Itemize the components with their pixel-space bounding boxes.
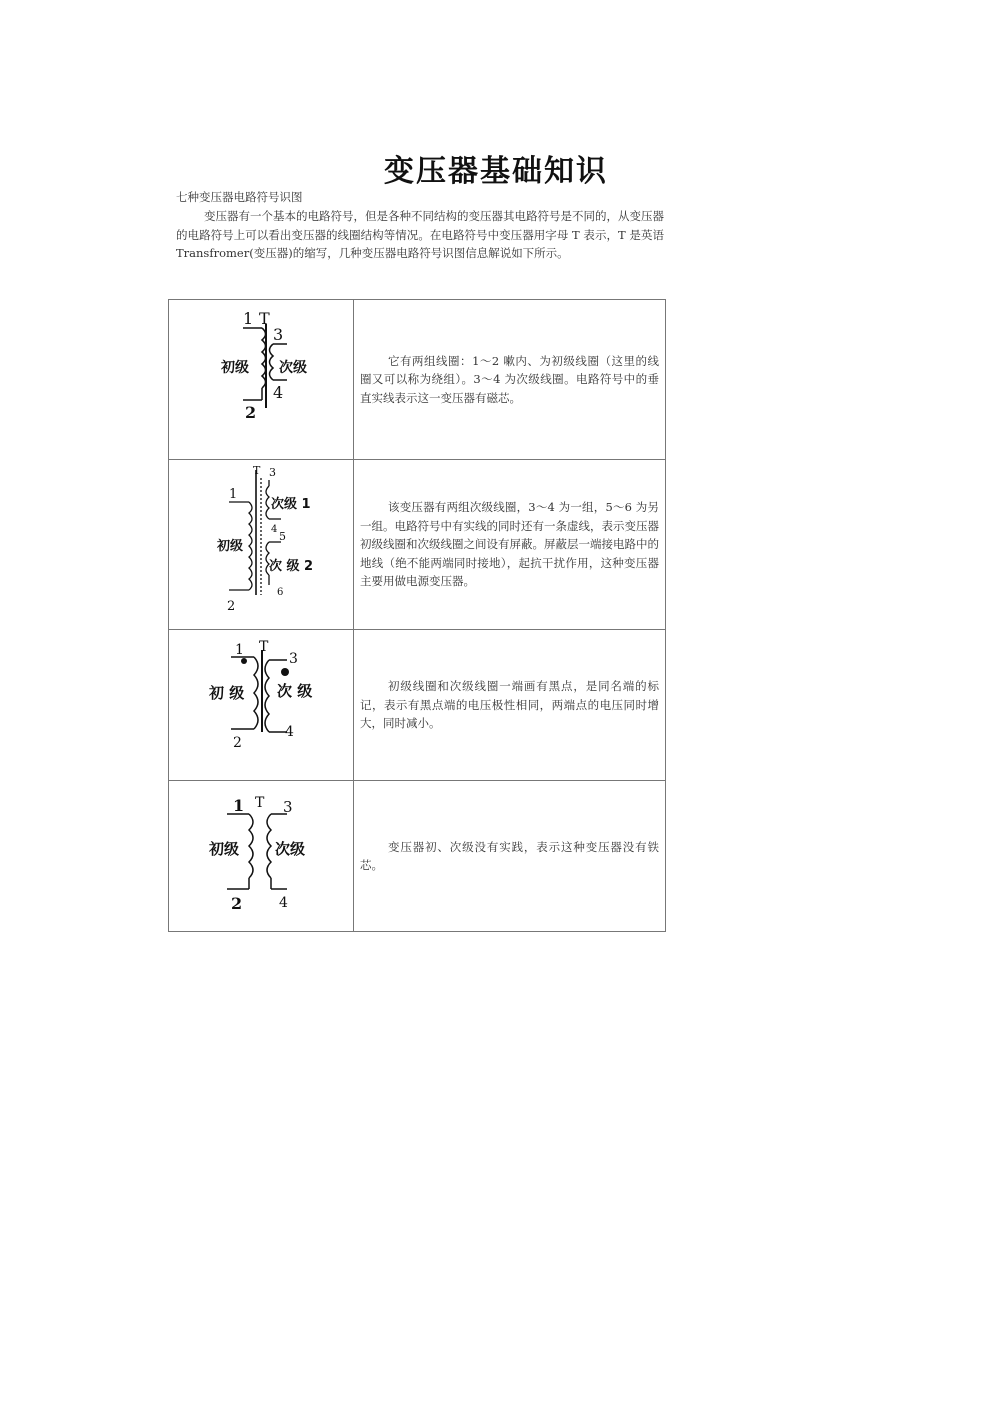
secondary-label: 次 级 xyxy=(277,682,313,700)
symbol-description: 它有两组线圈：1～2 嗽内、为初级线圈（这里的线圈又可以称为绕组）。3～4 为次级线圈。电路符号中的垂直实线表示这一变压器有磁芯。 xyxy=(360,353,659,405)
section-subtitle: 七种变压器电路符号识图 xyxy=(176,190,303,204)
symbol-figure-cell xyxy=(169,300,354,460)
table-row xyxy=(169,781,666,932)
pin-5-label: 5 xyxy=(279,530,286,543)
symbol-figure-cell xyxy=(169,630,354,781)
symbol-description: 该变压器有两组次级线圈，3～4 为一组，5～6 为另一组。电路符号中有实线的同时还有一条虚线，表示变压器初级线圈和次级线圈之间设有屏蔽。屏蔽层一端接电路中的地线（绝不能两端同时接地），起抗干扰作用，这种变压器主要用做电源变压器。 xyxy=(360,500,659,589)
pin-4-label: 4 xyxy=(279,895,288,911)
symbol-figure-cell xyxy=(169,781,354,932)
transformer-symbol-4 xyxy=(169,781,353,927)
pin-3-label: 3 xyxy=(289,651,298,667)
pin-4-label: 4 xyxy=(273,383,284,402)
pin-4-label: 4 xyxy=(285,724,294,740)
table-row xyxy=(169,460,666,630)
symbol-description: 变压器初、次级没有实践，表示这种变压器没有铁芯。 xyxy=(360,839,659,872)
t-label: T xyxy=(253,464,261,477)
secondary-2-label: 次 级 2 xyxy=(269,559,314,574)
pin-1-label: 1 xyxy=(233,796,245,815)
pin-2-label: 2 xyxy=(231,894,243,913)
symbol-description-cell xyxy=(354,630,666,781)
transformer-symbol-2 xyxy=(169,460,353,625)
pin-3-label: 3 xyxy=(283,798,293,816)
pin-2-label: 2 xyxy=(227,599,236,614)
pin-1-label: 1 xyxy=(235,642,244,658)
intro-paragraph: 变压器有一个基本的电路符号，但是各种不同结构的变压器其电路符号是不同的，从变压器的电路符号上可以看出变压器的线圈结构等情况。在电路符号中变压器用字母 T 表示，T 是英语 Transfromer(变压器)的缩写，几种变压器电路符号识图信息解说如下所示。 xyxy=(176,209,664,260)
dot-secondary-marker xyxy=(281,668,289,676)
symbol-description-cell xyxy=(354,460,666,630)
symbol-table xyxy=(168,299,666,932)
transformer-symbol-3 xyxy=(169,630,353,776)
symbol-description-cell xyxy=(354,300,666,460)
transformer-symbol-1 xyxy=(169,300,353,455)
dot-primary-marker xyxy=(241,658,247,664)
pin-2-label: 2 xyxy=(245,403,257,422)
pin-1-label: 1 xyxy=(229,487,238,502)
primary-label: 初级 xyxy=(221,360,249,376)
table-row xyxy=(169,630,666,781)
pin-2-label: 2 xyxy=(233,735,242,751)
primary-label: 初级 xyxy=(217,539,244,554)
symbol-figure-cell xyxy=(169,460,354,630)
t-label: T xyxy=(255,795,265,811)
t-label: T xyxy=(259,309,270,328)
pin-6-label: 6 xyxy=(277,587,284,598)
table-row xyxy=(169,300,666,460)
t-label: T xyxy=(259,639,269,655)
page-title: 变压器基础知识 xyxy=(384,154,608,189)
primary-label: 初级 xyxy=(209,840,240,858)
secondary-label: 次级 xyxy=(279,360,307,376)
primary-label: 初 级 xyxy=(209,684,245,702)
pin-3-label: 3 xyxy=(269,466,276,479)
symbol-description-cell xyxy=(354,781,666,932)
pin-4-label: 4 xyxy=(271,524,278,535)
pin-1-label: 1 xyxy=(243,309,254,328)
symbol-description: 初级线圈和次级线圈一端画有黑点，是同名端的标记，表示有黑点端的电压极性相同，两端点的电压同时增大，同时减小。 xyxy=(360,679,659,731)
secondary-label: 次级 xyxy=(275,840,306,858)
secondary-1-label: 次级 1 xyxy=(271,497,311,512)
pin-3-label: 3 xyxy=(273,325,284,344)
